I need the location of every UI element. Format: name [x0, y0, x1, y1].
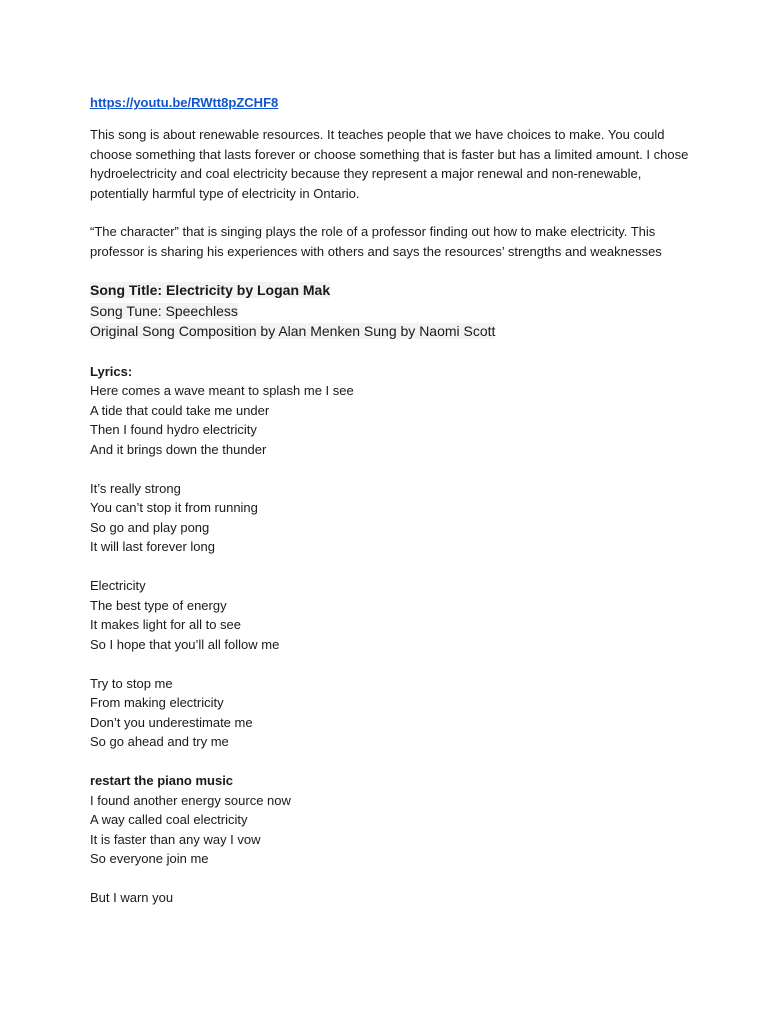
lyric-line: A tide that could take me under: [90, 402, 270, 418]
lyric-line: I found another energy source now: [90, 792, 291, 808]
lyric-line: So everyone join me: [90, 851, 209, 866]
song-composition-text: Original Song Composition by Alan Menken Sung by Naomi Scott: [90, 323, 496, 339]
lyric-line: Electricity: [90, 578, 146, 593]
lyric-line: It will last forever long: [90, 539, 215, 554]
song-composition: [90, 321, 690, 342]
lyric-line: You can’t stop it from running: [90, 500, 258, 515]
lyric-line: It is faster than any way I vow: [90, 831, 261, 847]
lyric-line: Don’t you underestimate me: [90, 714, 253, 730]
stanza-6: [90, 888, 690, 908]
lyric-line: The best type of energy: [90, 597, 227, 613]
song-tune: [90, 301, 690, 322]
stanza-2: [90, 479, 690, 557]
lyric-line: Here comes a wave meant to splash me I see: [90, 383, 354, 398]
intro-paragraph-2: “The character” that is singing plays the role of a professor finding out how to make electricity. This professor is sharing his experiences with others and says the resources’ strengths and weaknesses: [90, 224, 662, 259]
lyric-line: Try to stop me: [90, 675, 173, 691]
document-page: [90, 93, 690, 908]
lyric-line: So go and play pong: [90, 519, 210, 535]
stanza-1: [90, 381, 690, 459]
lyric-line: So I hope that you’ll all follow me: [90, 636, 280, 652]
intro-paragraph-1: This song is about renewable resources. It teaches people that we have choices to make. You could choose something that lasts forever or choose something that is faster but has a limited amount. I chose hydroelectricity and coal electricity because they represent a major renewal and non-renewable, potentially harmful type of electricity in Ontario.: [90, 127, 689, 201]
lyric-line: Then I found hydro electricity: [90, 422, 257, 437]
song-title-text: Song Title: Electricity by Logan Mak: [90, 282, 331, 298]
youtube-link[interactable]: https://youtu.be/RWtt8pZCHF8: [90, 95, 279, 110]
stanza-4: [90, 674, 690, 752]
lyric-line: And it brings down the thunder: [90, 441, 267, 457]
stanza-3: [90, 576, 690, 654]
song-tune-text: Song Tune: Speechless: [90, 302, 238, 319]
lyrics-heading: Lyrics:: [90, 363, 133, 379]
lyric-line: From making electricity: [90, 695, 224, 710]
lyric-line: It’s really strong: [90, 480, 181, 496]
lyric-line: But I warn you: [90, 890, 174, 905]
performance-note: restart the piano music: [90, 773, 234, 788]
lyric-line: It makes light for all to see: [90, 617, 242, 632]
stanza-5: [90, 791, 690, 869]
lyric-line: So go ahead and try me: [90, 734, 229, 749]
lyric-line: A way called coal electricity: [90, 812, 248, 827]
song-title: [90, 280, 690, 301]
